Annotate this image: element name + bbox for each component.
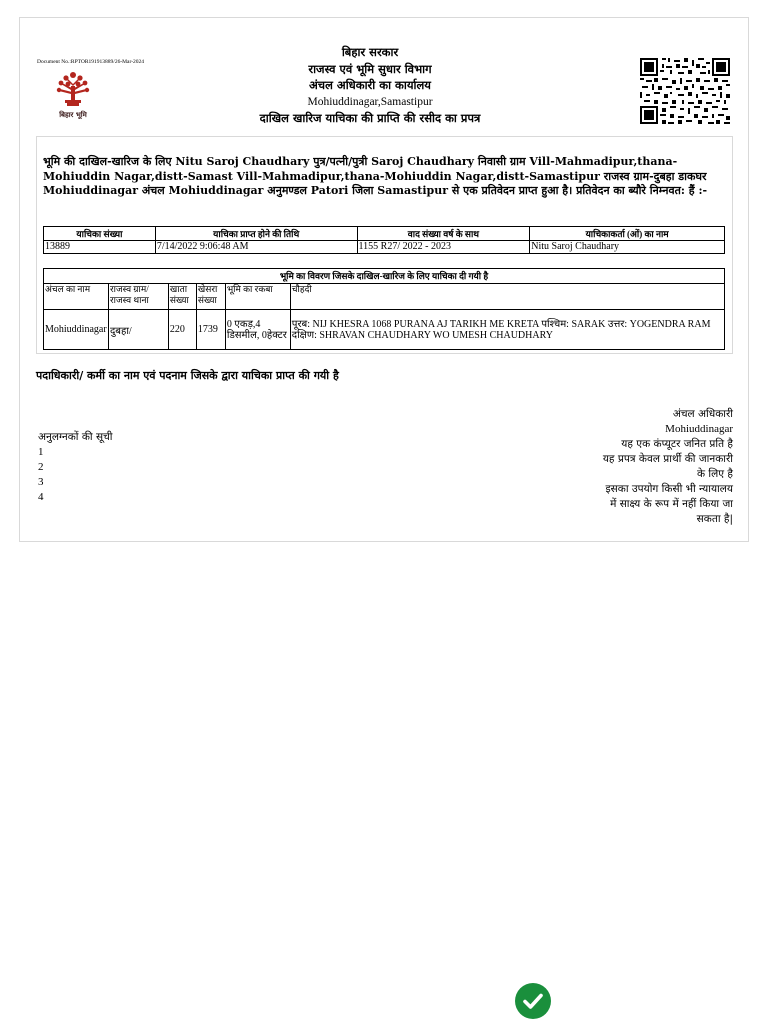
evidence-note-line3: सकता है|: [696, 513, 733, 525]
officer-label: पदाधिकारी/ कर्मी का नाम एवं पदनाम जिसके द्वारा याचिका प्राप्त की गयी है: [36, 369, 339, 382]
list-item: 4: [38, 491, 44, 503]
land-table-header: [44, 284, 725, 310]
petition-table-header: [44, 227, 725, 241]
cell-revenue-village: दुबहा/: [108, 310, 168, 350]
header-land-area: भूमि का रकबा: [225, 284, 290, 310]
cell-petitioner-name: Nitu Saroj Chaudhary: [530, 241, 725, 254]
annexure-title: अनुलग्नकों की सूची: [38, 431, 113, 443]
petition-details-box: [36, 136, 733, 354]
evidence-note-line2: में साक्ष्य के रूप में नहीं किया जा: [610, 498, 733, 510]
signature-designation: अंचल अधिकारी: [672, 408, 733, 420]
header-khesra-number: खेसरा संख्या: [196, 284, 225, 310]
signature-block: [540, 407, 733, 527]
header-petitioner-name: याचिकाकर्ता (ओं) का नाम: [530, 227, 725, 241]
cell-circle-name: Mohiuddinagar: [44, 310, 109, 350]
document-number: Document No.:RPTOR191913889/26-Mar-2024: [37, 59, 145, 65]
cell-land-area: 0 एकड़,4 डिसमील, 0हेक्टर: [225, 310, 290, 350]
land-details-table: [43, 268, 725, 350]
header-line-department: राजस्व एवं भूमि सुधार विभाग: [308, 61, 432, 76]
qr-code: [640, 58, 730, 124]
header-line-office: अंचल अधिकारी का कार्यालय: [309, 78, 431, 92]
header-line-government: बिहार सरकार: [341, 45, 399, 59]
header-revenue-village: राजस्व ग्राम/ राजस्व थाना: [108, 284, 168, 310]
header-circle-name: अंचल का नाम: [44, 284, 109, 310]
land-table-caption: भूमि का विवरण जिसके दाखिल-खारिज के लिए याचिका दी गयी है: [44, 269, 725, 284]
cell-boundary: पूरब: NIJ KHESRA 1068 PURANA AJ TARIKH ME KRETA पश्चिम: SARAK उत्तर: YOGENDRA RAM दक्षिण: SHRAVAN CHAUDHARY WO UMESH CHAUDHARY: [290, 310, 724, 350]
intro-paragraph: भूमि की दाखिल-खारिज के लिए Nitu Saroj Chaudhary पुत्र/पत्नी/पुत्री Saroj Chaudhary निवासी ग्राम Vill-Mahmadipur,thana-Mohiuddin Nagar,distt-Samast Vill-Mahmadipur,thana-Mohiuddin Nagar,distt-Samastipur राजस्व ग्राम-दुबहा डाकघर Mohiuddinagar अंचल Mohiuddinagar अनुमण्डल Patori जिला Samastipur से एक प्रतिवेदन प्राप्त हुआ है। प्रतिवेदन का ब्यौरे निम्नवत: हैं :-: [43, 155, 708, 197]
header-received-date: याचिका प्राप्त होने की तिथि: [155, 227, 357, 241]
cell-khata-number: 220: [168, 310, 196, 350]
qr-code-icon: [640, 58, 730, 124]
check-circle-icon[interactable]: [515, 983, 551, 1019]
header-line-location: Mohiuddinagar,Samastipur: [307, 95, 433, 108]
header-petition-number: याचिका संख्या: [44, 227, 156, 241]
header-boundary: चौहदी: [290, 284, 724, 310]
information-note-line2: के लिए है: [697, 468, 733, 480]
document-header: [220, 44, 520, 127]
logo-label: बिहार भूमि: [59, 110, 87, 119]
header-khata-number: खाता संख्या: [168, 284, 196, 310]
annexure-list: [38, 430, 112, 505]
computer-generated-note: यह एक कंप्यूटर जनित प्रति है: [621, 438, 733, 450]
list-item: 3: [38, 476, 44, 488]
tree-logo-icon: [55, 70, 91, 110]
receipt-document: [19, 17, 749, 542]
evidence-note-line1: इसका उपयोग किसी भी न्यायालय: [605, 483, 733, 495]
header-case-number: वाद संख्या वर्ष के साथ: [357, 227, 530, 241]
table-row: [44, 310, 725, 350]
cell-petition-number: 13889: [44, 241, 156, 254]
list-item: 2: [38, 461, 44, 473]
petition-table: [43, 226, 725, 254]
cell-khesra-number: 1739: [196, 310, 225, 350]
bihar-bhumi-logo: [50, 70, 100, 125]
cell-received-date: 7/14/2022 9:06:48 AM: [155, 241, 357, 254]
cell-case-number: 1155 R27/ 2022 - 2023: [357, 241, 530, 254]
signature-place: Mohiuddinagar: [665, 423, 733, 435]
list-item: 1: [38, 446, 44, 458]
table-row: [44, 241, 725, 254]
information-note-line1: यह प्रपत्र केवल प्रार्थी की जानकारी: [602, 453, 733, 465]
header-line-title: दाखिल खारिज याचिका की प्राप्ति की रसीद का प्रपत्र: [259, 111, 481, 125]
